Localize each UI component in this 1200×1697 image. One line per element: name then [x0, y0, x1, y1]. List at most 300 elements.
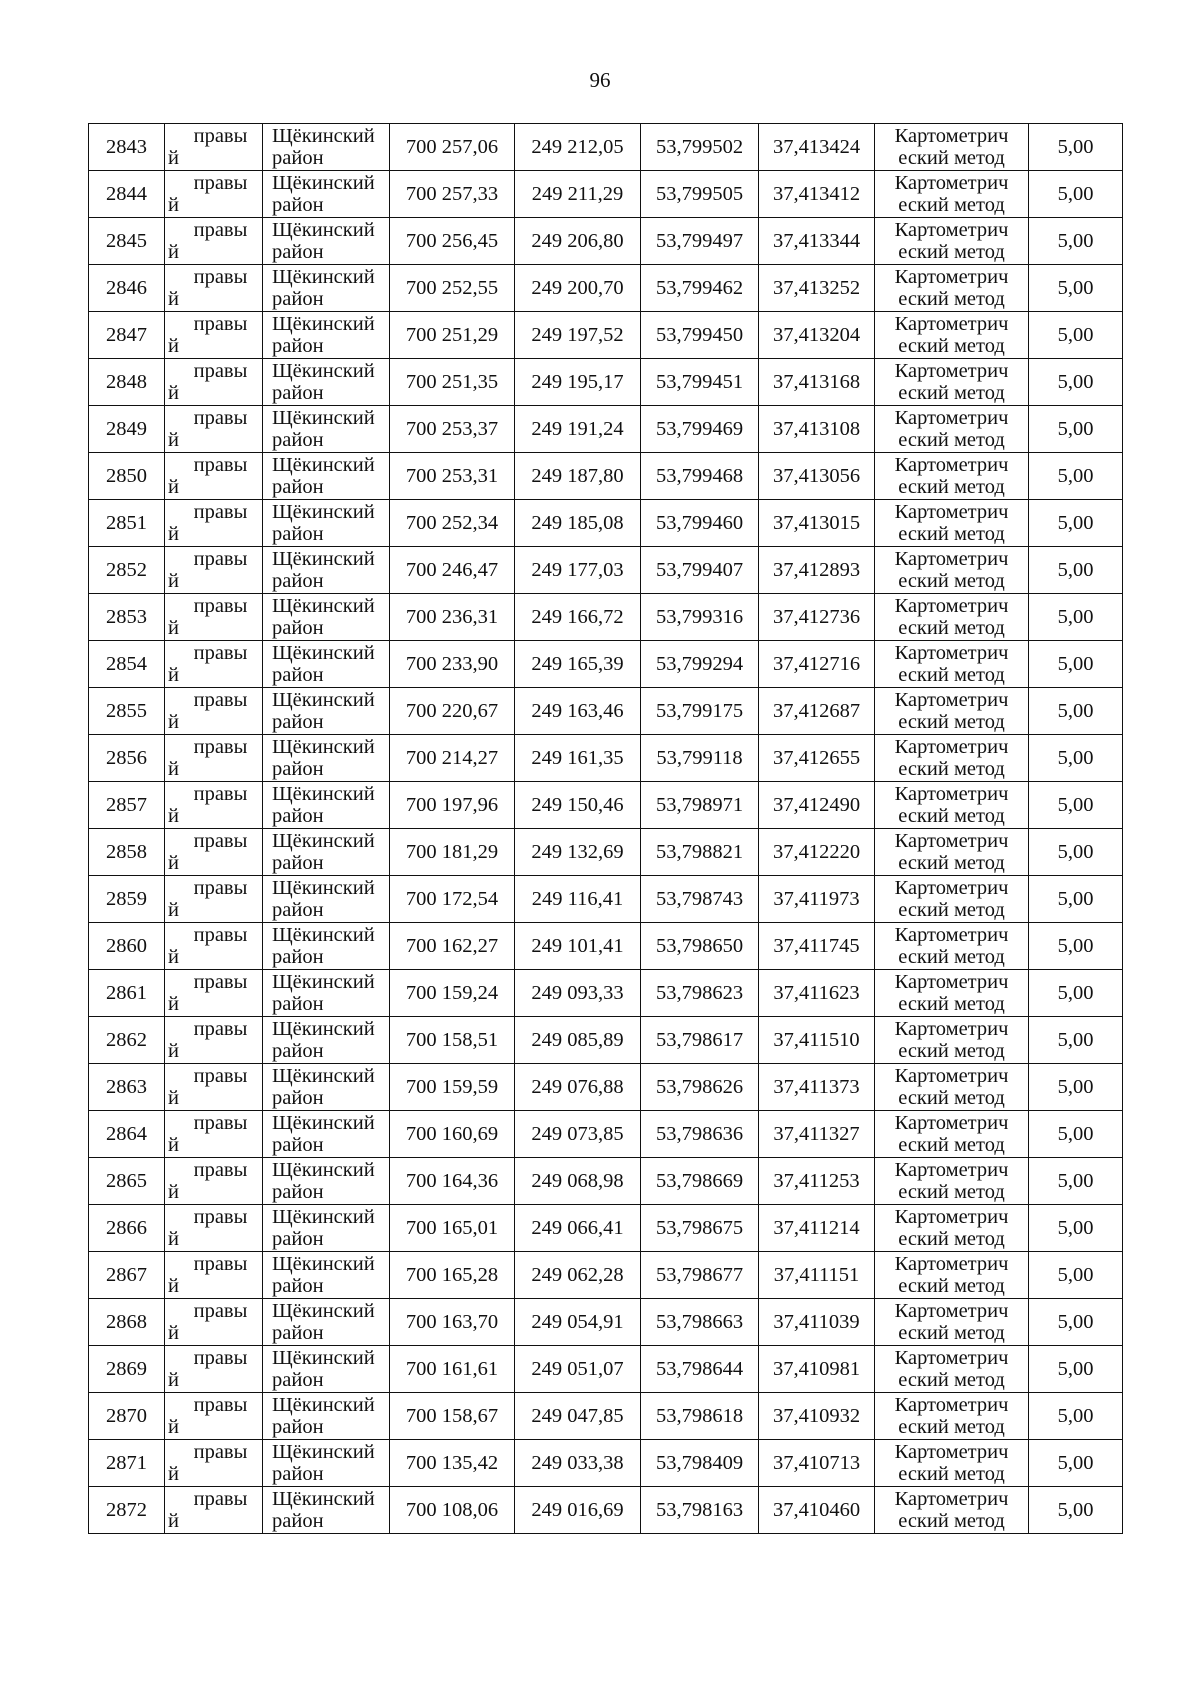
longitude-cell: 37,410713	[759, 1440, 875, 1487]
method-cell	[875, 547, 1029, 594]
district-line2: район	[272, 335, 324, 357]
method-line2: еский метод	[898, 1369, 1005, 1391]
district-cell	[263, 829, 390, 876]
method-line1: Картометрич	[894, 360, 1009, 382]
latitude-cell: 53,799462	[641, 265, 759, 312]
side-label-line2: й	[168, 1275, 179, 1297]
point-number-cell: 2844	[89, 171, 165, 218]
x-coordinate-cell: 700 159,24	[390, 970, 515, 1017]
longitude-cell: 37,413204	[759, 312, 875, 359]
side-label-line1: правы	[193, 454, 248, 476]
side-label-line1: правы	[193, 1253, 248, 1275]
method-line1: Картометрич	[894, 1253, 1009, 1275]
district-line2: район	[272, 1228, 324, 1250]
y-coordinate-cell: 249 073,85	[515, 1111, 641, 1158]
district-line2: район	[272, 852, 324, 874]
accuracy-cell: 5,00	[1029, 1064, 1123, 1111]
district-line2: район	[272, 570, 324, 592]
longitude-cell: 37,411973	[759, 876, 875, 923]
method-line1: Картометрич	[894, 783, 1009, 805]
district-cell	[263, 1252, 390, 1299]
table-row	[89, 1111, 1123, 1158]
x-coordinate-cell: 700 164,36	[390, 1158, 515, 1205]
method-line2: еский метод	[898, 1134, 1005, 1156]
district-line1: Щёкинский	[272, 642, 375, 664]
district-line1: Щёкинский	[272, 1441, 375, 1463]
longitude-cell: 37,413168	[759, 359, 875, 406]
district-line2: район	[272, 805, 324, 827]
point-number-cell: 2869	[89, 1346, 165, 1393]
side-label-line2: й	[168, 899, 179, 921]
latitude-cell: 53,799505	[641, 171, 759, 218]
latitude-cell: 53,799468	[641, 453, 759, 500]
method-line2: еский метод	[898, 288, 1005, 310]
side-label-line2: й	[168, 711, 179, 733]
district-line1: Щёкинский	[272, 266, 375, 288]
table-row	[89, 406, 1123, 453]
method-cell	[875, 1205, 1029, 1252]
side-cell	[165, 1299, 263, 1346]
side-cell	[165, 406, 263, 453]
method-line2: еский метод	[898, 1510, 1005, 1532]
latitude-cell: 53,799451	[641, 359, 759, 406]
district-cell	[263, 1487, 390, 1534]
side-cell	[165, 171, 263, 218]
district-line1: Щёкинский	[272, 1018, 375, 1040]
x-coordinate-cell: 700 214,27	[390, 735, 515, 782]
district-line2: район	[272, 476, 324, 498]
district-cell	[263, 594, 390, 641]
longitude-cell: 37,410460	[759, 1487, 875, 1534]
longitude-cell: 37,413412	[759, 171, 875, 218]
side-cell	[165, 1440, 263, 1487]
y-coordinate-cell: 249 054,91	[515, 1299, 641, 1346]
table-row	[89, 547, 1123, 594]
table-row	[89, 876, 1123, 923]
y-coordinate-cell: 249 076,88	[515, 1064, 641, 1111]
latitude-cell: 53,799460	[641, 500, 759, 547]
side-label-line1: правы	[193, 642, 248, 664]
table-row	[89, 1064, 1123, 1111]
side-label-line1: правы	[193, 1394, 248, 1416]
side-label-line2: й	[168, 382, 179, 404]
side-cell	[165, 265, 263, 312]
side-label-line2: й	[168, 335, 179, 357]
latitude-cell: 53,799175	[641, 688, 759, 735]
side-cell	[165, 594, 263, 641]
side-cell	[165, 218, 263, 265]
side-label-line1: правы	[193, 501, 248, 523]
table-row	[89, 171, 1123, 218]
longitude-cell: 37,410932	[759, 1393, 875, 1440]
method-cell	[875, 1111, 1029, 1158]
latitude-cell: 53,798644	[641, 1346, 759, 1393]
point-number-cell: 2858	[89, 829, 165, 876]
longitude-cell: 37,411151	[759, 1252, 875, 1299]
district-line1: Щёкинский	[272, 1159, 375, 1181]
district-cell	[263, 1017, 390, 1064]
longitude-cell: 37,413015	[759, 500, 875, 547]
side-label-line1: правы	[193, 877, 248, 899]
x-coordinate-cell: 700 165,01	[390, 1205, 515, 1252]
x-coordinate-cell: 700 159,59	[390, 1064, 515, 1111]
x-coordinate-cell: 700 246,47	[390, 547, 515, 594]
point-number-cell: 2865	[89, 1158, 165, 1205]
table-row	[89, 1158, 1123, 1205]
method-line2: еский метод	[898, 899, 1005, 921]
side-cell	[165, 1064, 263, 1111]
method-line1: Картометрич	[894, 172, 1009, 194]
district-line1: Щёкинский	[272, 877, 375, 899]
y-coordinate-cell: 249 062,28	[515, 1252, 641, 1299]
method-line1: Картометрич	[894, 736, 1009, 758]
district-cell	[263, 312, 390, 359]
method-line2: еский метод	[898, 617, 1005, 639]
method-line1: Картометрич	[894, 1159, 1009, 1181]
x-coordinate-cell: 700 197,96	[390, 782, 515, 829]
district-line2: район	[272, 617, 324, 639]
district-line1: Щёкинский	[272, 501, 375, 523]
district-line1: Щёкинский	[272, 830, 375, 852]
accuracy-cell: 5,00	[1029, 453, 1123, 500]
y-coordinate-cell: 249 212,05	[515, 124, 641, 171]
district-line2: район	[272, 241, 324, 263]
side-label-line2: й	[168, 147, 179, 169]
side-label-line2: й	[168, 1181, 179, 1203]
side-label-line1: правы	[193, 266, 248, 288]
latitude-cell: 53,799316	[641, 594, 759, 641]
method-line2: еский метод	[898, 523, 1005, 545]
latitude-cell: 53,799469	[641, 406, 759, 453]
longitude-cell: 37,412716	[759, 641, 875, 688]
district-cell	[263, 688, 390, 735]
side-label-line1: правы	[193, 595, 248, 617]
side-label-line1: правы	[193, 360, 248, 382]
side-label-line1: правы	[193, 1112, 248, 1134]
side-cell	[165, 1111, 263, 1158]
method-line1: Картометрич	[894, 313, 1009, 335]
district-line1: Щёкинский	[272, 971, 375, 993]
method-line2: еский метод	[898, 476, 1005, 498]
method-line1: Картометрич	[894, 689, 1009, 711]
point-number-cell: 2864	[89, 1111, 165, 1158]
district-line1: Щёкинский	[272, 407, 375, 429]
district-line2: район	[272, 1510, 324, 1532]
district-line1: Щёкинский	[272, 313, 375, 335]
table-row	[89, 1393, 1123, 1440]
district-cell	[263, 359, 390, 406]
accuracy-cell: 5,00	[1029, 359, 1123, 406]
point-number-cell: 2850	[89, 453, 165, 500]
district-line2: район	[272, 1416, 324, 1438]
side-label-line1: правы	[193, 830, 248, 852]
accuracy-cell: 5,00	[1029, 1346, 1123, 1393]
coordinates-table	[88, 123, 1123, 1534]
district-line1: Щёкинский	[272, 172, 375, 194]
longitude-cell: 37,412220	[759, 829, 875, 876]
point-number-cell: 2866	[89, 1205, 165, 1252]
x-coordinate-cell: 700 233,90	[390, 641, 515, 688]
latitude-cell: 53,798821	[641, 829, 759, 876]
district-cell	[263, 1205, 390, 1252]
y-coordinate-cell: 249 177,03	[515, 547, 641, 594]
district-line2: район	[272, 382, 324, 404]
method-line1: Картометрич	[894, 266, 1009, 288]
district-line2: район	[272, 1322, 324, 1344]
method-line2: еский метод	[898, 570, 1005, 592]
longitude-cell: 37,413056	[759, 453, 875, 500]
side-cell	[165, 876, 263, 923]
side-label-line1: правы	[193, 736, 248, 758]
latitude-cell: 53,798971	[641, 782, 759, 829]
latitude-cell: 53,798618	[641, 1393, 759, 1440]
x-coordinate-cell: 700 257,33	[390, 171, 515, 218]
accuracy-cell: 5,00	[1029, 688, 1123, 735]
longitude-cell: 37,412736	[759, 594, 875, 641]
district-line1: Щёкинский	[272, 1253, 375, 1275]
district-line2: район	[272, 288, 324, 310]
table-row	[89, 735, 1123, 782]
side-label-line1: правы	[193, 1159, 248, 1181]
method-line1: Картометрич	[894, 595, 1009, 617]
district-line2: район	[272, 899, 324, 921]
side-cell	[165, 500, 263, 547]
table-row	[89, 970, 1123, 1017]
method-line1: Картометрич	[894, 1018, 1009, 1040]
method-line2: еский метод	[898, 1087, 1005, 1109]
accuracy-cell: 5,00	[1029, 1205, 1123, 1252]
side-cell	[165, 1252, 263, 1299]
side-cell	[165, 829, 263, 876]
table-row	[89, 641, 1123, 688]
side-label-line2: й	[168, 946, 179, 968]
longitude-cell: 37,411510	[759, 1017, 875, 1064]
district-line2: район	[272, 1134, 324, 1156]
district-line2: район	[272, 758, 324, 780]
method-line2: еский метод	[898, 805, 1005, 827]
accuracy-cell: 5,00	[1029, 1440, 1123, 1487]
district-cell	[263, 218, 390, 265]
method-cell	[875, 970, 1029, 1017]
side-cell	[165, 923, 263, 970]
side-label-line1: правы	[193, 1488, 248, 1510]
side-label-line2: й	[168, 241, 179, 263]
district-line2: район	[272, 1040, 324, 1062]
point-number-cell: 2861	[89, 970, 165, 1017]
district-line1: Щёкинский	[272, 454, 375, 476]
district-cell	[263, 1158, 390, 1205]
x-coordinate-cell: 700 251,35	[390, 359, 515, 406]
side-label-line1: правы	[193, 971, 248, 993]
method-line2: еский метод	[898, 1181, 1005, 1203]
y-coordinate-cell: 249 185,08	[515, 500, 641, 547]
side-label-line2: й	[168, 1322, 179, 1344]
point-number-cell: 2863	[89, 1064, 165, 1111]
x-coordinate-cell: 700 108,06	[390, 1487, 515, 1534]
point-number-cell: 2859	[89, 876, 165, 923]
x-coordinate-cell: 700 236,31	[390, 594, 515, 641]
x-coordinate-cell: 700 256,45	[390, 218, 515, 265]
longitude-cell: 37,411623	[759, 970, 875, 1017]
district-line1: Щёкинский	[272, 1394, 375, 1416]
side-label-line2: й	[168, 1416, 179, 1438]
table-row	[89, 1205, 1123, 1252]
method-cell	[875, 124, 1029, 171]
table-row	[89, 1346, 1123, 1393]
side-label-line2: й	[168, 1228, 179, 1250]
x-coordinate-cell: 700 251,29	[390, 312, 515, 359]
district-line1: Щёкинский	[272, 1347, 375, 1369]
method-cell	[875, 500, 1029, 547]
x-coordinate-cell: 700 165,28	[390, 1252, 515, 1299]
accuracy-cell: 5,00	[1029, 124, 1123, 171]
side-cell	[165, 1017, 263, 1064]
district-line1: Щёкинский	[272, 548, 375, 570]
y-coordinate-cell: 249 200,70	[515, 265, 641, 312]
district-line2: район	[272, 1369, 324, 1391]
side-cell	[165, 641, 263, 688]
method-line1: Картометрич	[894, 1441, 1009, 1463]
longitude-cell: 37,411373	[759, 1064, 875, 1111]
y-coordinate-cell: 249 093,33	[515, 970, 641, 1017]
side-cell	[165, 1487, 263, 1534]
district-cell	[263, 547, 390, 594]
table-row	[89, 782, 1123, 829]
district-cell	[263, 1440, 390, 1487]
x-coordinate-cell: 700 135,42	[390, 1440, 515, 1487]
table-row	[89, 218, 1123, 265]
method-cell	[875, 1487, 1029, 1534]
district-line1: Щёкинский	[272, 783, 375, 805]
point-number-cell: 2847	[89, 312, 165, 359]
method-line2: еский метод	[898, 1416, 1005, 1438]
method-line2: еский метод	[898, 1275, 1005, 1297]
latitude-cell: 53,799502	[641, 124, 759, 171]
point-number-cell: 2856	[89, 735, 165, 782]
accuracy-cell: 5,00	[1029, 1017, 1123, 1064]
table-row	[89, 500, 1123, 547]
x-coordinate-cell: 700 160,69	[390, 1111, 515, 1158]
longitude-cell: 37,413108	[759, 406, 875, 453]
x-coordinate-cell: 700 158,67	[390, 1393, 515, 1440]
longitude-cell: 37,411214	[759, 1205, 875, 1252]
side-cell	[165, 1393, 263, 1440]
point-number-cell: 2871	[89, 1440, 165, 1487]
district-line1: Щёкинский	[272, 219, 375, 241]
method-line1: Картометрич	[894, 1394, 1009, 1416]
y-coordinate-cell: 249 085,89	[515, 1017, 641, 1064]
district-cell	[263, 406, 390, 453]
method-cell	[875, 453, 1029, 500]
method-line2: еский метод	[898, 1040, 1005, 1062]
district-line2: район	[272, 1181, 324, 1203]
district-line2: район	[272, 147, 324, 169]
method-line2: еский метод	[898, 852, 1005, 874]
y-coordinate-cell: 249 191,24	[515, 406, 641, 453]
latitude-cell: 53,799450	[641, 312, 759, 359]
method-cell	[875, 1299, 1029, 1346]
x-coordinate-cell: 700 252,55	[390, 265, 515, 312]
latitude-cell: 53,798663	[641, 1299, 759, 1346]
method-line2: еский метод	[898, 993, 1005, 1015]
table-row	[89, 1017, 1123, 1064]
point-number-cell: 2862	[89, 1017, 165, 1064]
page-number: 96	[589, 68, 611, 92]
table-row	[89, 923, 1123, 970]
point-number-cell: 2860	[89, 923, 165, 970]
district-cell	[263, 265, 390, 312]
latitude-cell: 53,798650	[641, 923, 759, 970]
table-row	[89, 594, 1123, 641]
x-coordinate-cell: 700 161,61	[390, 1346, 515, 1393]
accuracy-cell: 5,00	[1029, 782, 1123, 829]
accuracy-cell: 5,00	[1029, 265, 1123, 312]
longitude-cell: 37,413344	[759, 218, 875, 265]
method-cell	[875, 1017, 1029, 1064]
latitude-cell: 53,799407	[641, 547, 759, 594]
side-label-line2: й	[168, 570, 179, 592]
point-number-cell: 2855	[89, 688, 165, 735]
method-cell	[875, 406, 1029, 453]
longitude-cell: 37,413252	[759, 265, 875, 312]
method-line2: еский метод	[898, 194, 1005, 216]
longitude-cell: 37,411745	[759, 923, 875, 970]
side-label-line2: й	[168, 1369, 179, 1391]
side-label-line1: правы	[193, 783, 248, 805]
side-cell	[165, 782, 263, 829]
method-line2: еский метод	[898, 664, 1005, 686]
y-coordinate-cell: 249 163,46	[515, 688, 641, 735]
side-label-line1: правы	[193, 1018, 248, 1040]
accuracy-cell: 5,00	[1029, 500, 1123, 547]
side-label-line1: правы	[193, 125, 248, 147]
latitude-cell: 53,798669	[641, 1158, 759, 1205]
latitude-cell: 53,798409	[641, 1440, 759, 1487]
method-line1: Картометрич	[894, 1488, 1009, 1510]
point-number-cell: 2867	[89, 1252, 165, 1299]
accuracy-cell: 5,00	[1029, 641, 1123, 688]
latitude-cell: 53,799118	[641, 735, 759, 782]
district-cell	[263, 641, 390, 688]
point-number-cell: 2857	[89, 782, 165, 829]
table-row	[89, 124, 1123, 171]
x-coordinate-cell: 700 252,34	[390, 500, 515, 547]
side-cell	[165, 1158, 263, 1205]
district-line1: Щёкинский	[272, 1112, 375, 1134]
point-number-cell: 2872	[89, 1487, 165, 1534]
y-coordinate-cell: 249 033,38	[515, 1440, 641, 1487]
district-line1: Щёкинский	[272, 924, 375, 946]
point-number-cell: 2870	[89, 1393, 165, 1440]
method-line2: еский метод	[898, 1228, 1005, 1250]
side-cell	[165, 312, 263, 359]
accuracy-cell: 5,00	[1029, 1252, 1123, 1299]
accuracy-cell: 5,00	[1029, 829, 1123, 876]
side-label-line1: правы	[193, 219, 248, 241]
method-line1: Картометрич	[894, 1112, 1009, 1134]
method-line2: еский метод	[898, 241, 1005, 263]
method-line2: еский метод	[898, 382, 1005, 404]
latitude-cell: 53,799294	[641, 641, 759, 688]
longitude-cell: 37,412893	[759, 547, 875, 594]
method-cell	[875, 641, 1029, 688]
y-coordinate-cell: 249 187,80	[515, 453, 641, 500]
latitude-cell: 53,798163	[641, 1487, 759, 1534]
side-label-line1: правы	[193, 172, 248, 194]
point-number-cell: 2848	[89, 359, 165, 406]
method-cell	[875, 312, 1029, 359]
district-line2: район	[272, 946, 324, 968]
